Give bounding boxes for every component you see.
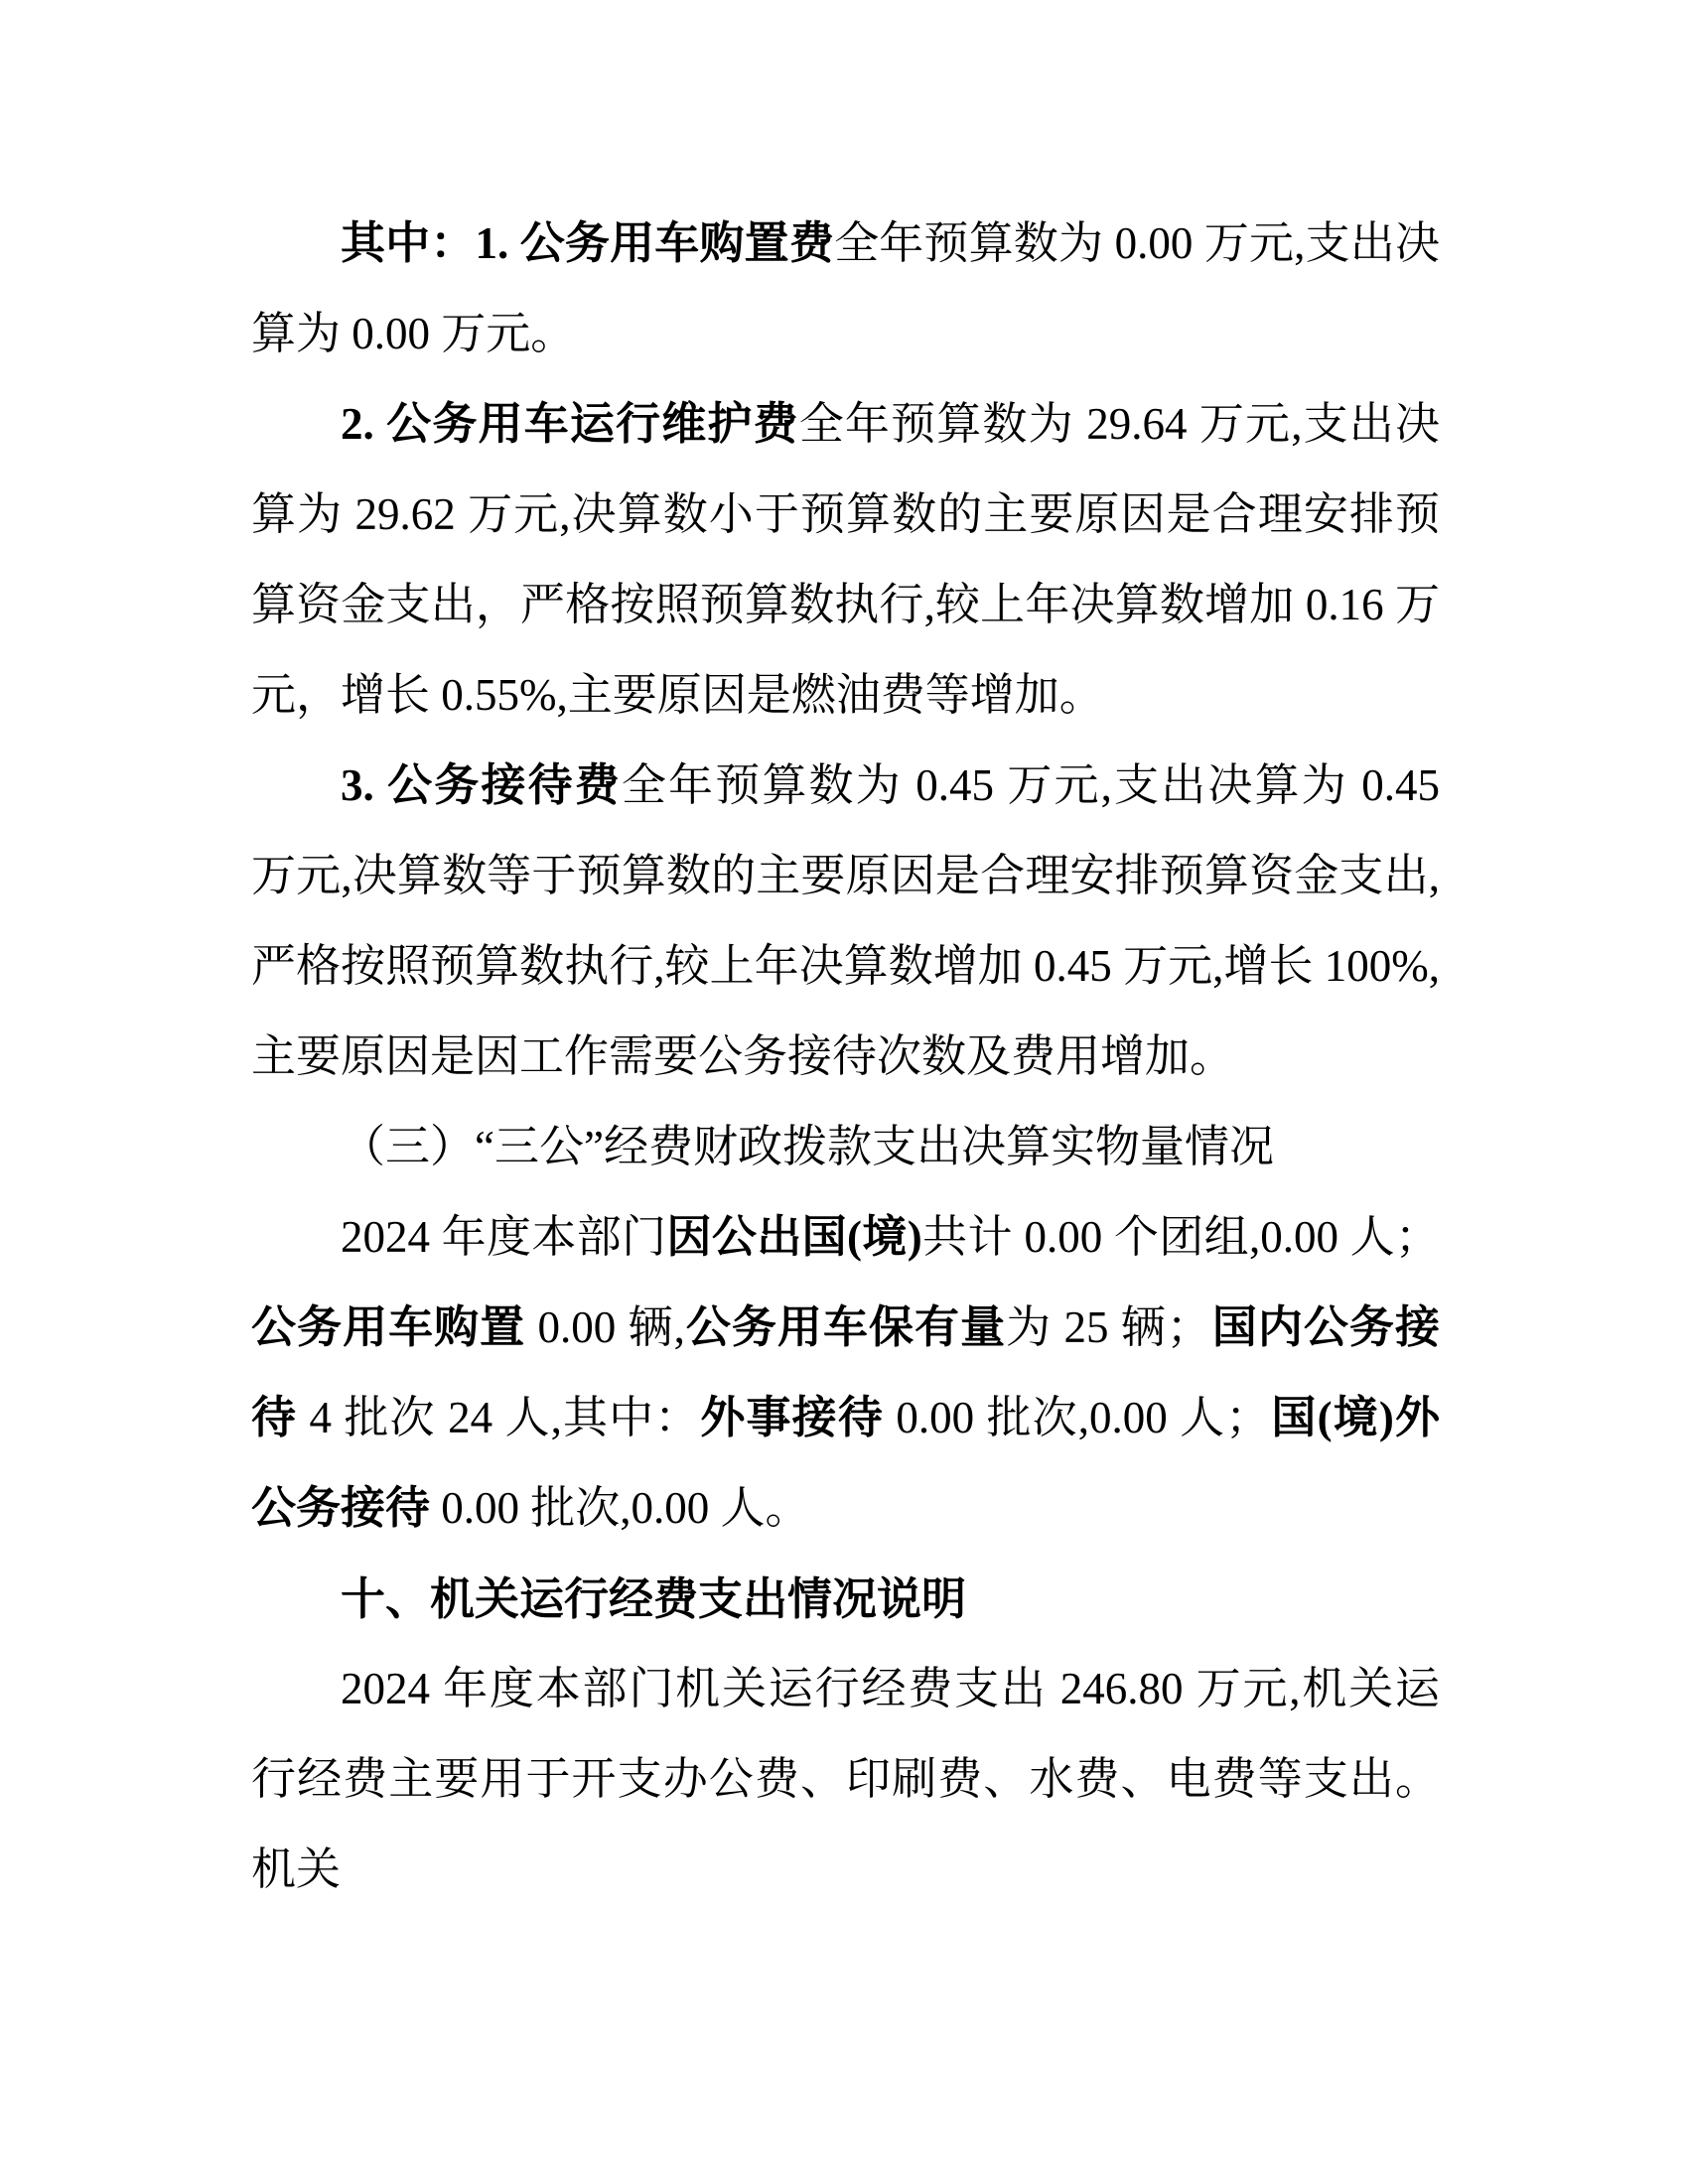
section-heading-agency-operating-expenses: [251, 1554, 1440, 1644]
body-text: 0.00 批次,0.00 人。: [430, 1483, 810, 1533]
para-vehicle-operation-maintenance-fee: [251, 379, 1440, 741]
term-foreign-affairs-reception: 外事接待: [700, 1393, 884, 1442]
term-overseas-official-reception: 国(境)外公务接待: [251, 1393, 1440, 1533]
para-official-vehicle-purchase-fee: [251, 199, 1440, 379]
body-text: 0.00 批次,0.00 人；: [883, 1393, 1271, 1442]
subsection-heading-three-public-physical-quantity: [251, 1102, 1440, 1192]
para-official-reception-fee: [251, 741, 1440, 1102]
term-overseas-trips: 因公出国(境): [666, 1212, 922, 1262]
para-agency-operating-expenses-detail: [251, 1644, 1440, 1915]
subsection-heading-text: （三）“三公”经费财政拨款支出决算实物量情况: [341, 1122, 1274, 1171]
lead-label-vehicle-maintenance: 2. 公务用车运行维护费: [341, 399, 799, 449]
para-physical-quantity-details: [251, 1192, 1440, 1554]
body-text: 全年预算数为 0.00 万元,支出决算为 0.00 万元。: [251, 218, 1440, 358]
body-text: 0.00 辆,: [525, 1302, 685, 1352]
document-content: [251, 199, 1440, 1915]
body-text: 全年预算数为 29.64 万元,支出决算为 29.62 万元,决算数小于预算数的主要原因是合理安排预算资金支出，严格按照预算数执行,较上年决算数增加 0.16 万元，增长 0.55%,主要原因是燃油费等增加。: [251, 399, 1440, 720]
body-text: 4 批次 24 人,其中：: [297, 1393, 701, 1442]
term-domestic-reception: 国内公务接待: [251, 1302, 1440, 1442]
body-text: 全年预算数为 0.45 万元,支出决算为 0.45 万元,决算数等于预算数的主要原因是合理安排预算资金支出,严格按照预算数执行,较上年决算数增加 0.45 万元,增长 100%,主要原因是因工作需要公务接待次数及费用增加。: [251, 760, 1440, 1081]
lead-label-vehicle-purchase: 其中：1. 公务用车购置费: [341, 218, 835, 268]
section-heading-text: 十、机关运行经费支出情况说明: [341, 1573, 967, 1624]
body-text: 为 25 辆；: [1006, 1302, 1211, 1352]
term-vehicle-ownership: 公务用车保有量: [684, 1302, 1007, 1352]
term-vehicle-purchase: 公务用车购置: [251, 1302, 526, 1352]
body-text: 2024 年度本部门: [341, 1212, 667, 1262]
lead-label-reception-fee: 3. 公务接待费: [341, 760, 622, 810]
body-text: 2024 年度本部门机关运行经费支出 246.80 万元,机关运行经费主要用于开支办公费、印刷费、水费、电费等支出。机关: [251, 1664, 1440, 1894]
body-text: 共计 0.00 个团组,0.00 人；: [921, 1212, 1440, 1262]
